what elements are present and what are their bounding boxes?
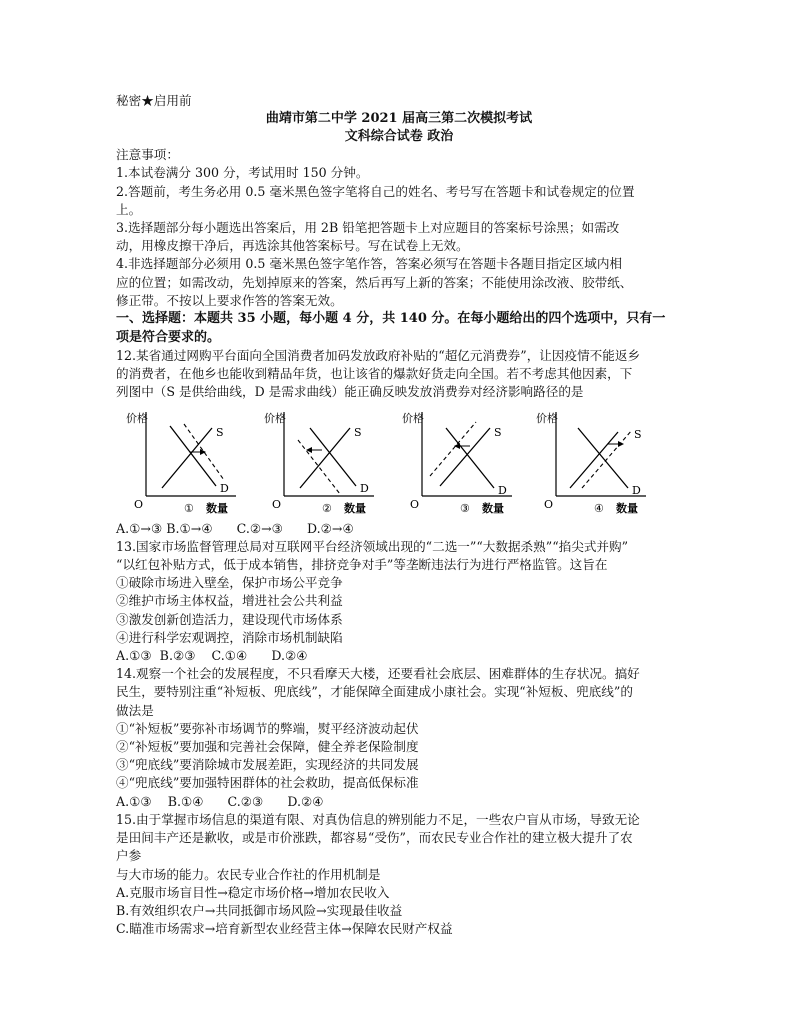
graph-quantity-label: 数量 bbox=[482, 501, 504, 515]
graph-quantity-label: 数量 bbox=[344, 501, 366, 515]
q15-line: 15.由于掌握市场信息的渠道有限、对真伪信息的辨别能力不足，一些农户盲从市场，导致无论 bbox=[116, 811, 640, 827]
secret-label: 秘密★启用前 bbox=[116, 93, 192, 108]
q14-line: ②“补短板”要加强和完善社会保障，健全养老保险制度 bbox=[116, 739, 419, 755]
q14-line: 14.观察一个社会的发展程度，不只看摩天大楼，还要看社会底层、困难群体的生存状况。搞好 bbox=[116, 666, 640, 682]
exam-subtitle: 文科综合试卷 政治 bbox=[344, 129, 454, 145]
note-line: 1.本试卷满分 300 分，考试用时 150 分钟。 bbox=[116, 165, 369, 181]
graph-number: ③ bbox=[460, 501, 470, 515]
exam-title: 曲靖市第二中学 2021 届高三第二次模拟考试 bbox=[265, 111, 533, 127]
q14-line: 做法是 bbox=[116, 702, 154, 718]
graph-demand-label: D bbox=[498, 483, 507, 497]
q12-line: 的消费者，在他乡也能收到精品年货，也让该省的爆款好货走向全国。若不考虑其他因素，下 bbox=[116, 366, 633, 382]
q13-line: 13.国家市场监督管理总局对互联网平台经济领域出现的“二选一”“大数据杀熟”“掐尖式并购” bbox=[116, 538, 629, 554]
graph-price-label: 价格 bbox=[536, 411, 558, 425]
note-line: 上。 bbox=[116, 201, 142, 217]
graph-demand-label: D bbox=[220, 481, 229, 495]
graph-supply-label: S bbox=[494, 425, 502, 439]
graph-quantity-label: 数量 bbox=[616, 501, 638, 515]
graph-supply-label: S bbox=[634, 427, 642, 441]
graph-supply-label: S bbox=[354, 425, 362, 439]
note-line: 动，用橡皮擦干净后，再选涂其他答案标号。写在试卷上无效。 bbox=[116, 238, 469, 254]
q13-line: ①破除市场进入壁垒，保护市场公平竞争 bbox=[116, 575, 343, 591]
supply-demand-graphs bbox=[116, 406, 682, 518]
graph-2 bbox=[262, 406, 380, 518]
q14-line: ④“兜底线”要加强特困群体的社会救助，提高低保标准 bbox=[116, 775, 419, 791]
note-line: 3.选择题部分每小题选出答案后，用 2B 铅笔把答题卡上对应题目的答案标号涂黑；如需改 bbox=[116, 220, 620, 236]
q12-options: A.①→③ B.①→④ C.②→③ D.②→④ bbox=[116, 520, 354, 536]
q15-line: 户参 bbox=[116, 848, 142, 864]
graph-1 bbox=[124, 406, 242, 518]
q15-option: B.有效组织农户→共同抵御市场风险→实现最佳收益 bbox=[116, 902, 403, 918]
q15-line: 是田间丰产还是歉收，或是市价涨跌，都容易“受伤”，而农民专业合作社的建立极大提升了农 bbox=[116, 830, 633, 846]
q13-line: ③激发创新创造活力，建设现代市场体系 bbox=[116, 611, 343, 627]
q13-options: A.①③ B.②③ C.①④ D.②④ bbox=[116, 648, 308, 664]
q14-line: 民生，要特别注重“补短板、兜底线”，才能保障全面建成小康社会。实现“补短板、兜底线”的 bbox=[116, 684, 633, 700]
graph-number: ① bbox=[184, 501, 194, 515]
q13-line: ④进行科学宏观调控，消除市场机制缺陷 bbox=[116, 629, 343, 645]
exam-page bbox=[116, 92, 682, 938]
graph-price-label: 价格 bbox=[402, 411, 424, 425]
section-heading-line2: 项是符合要求的。 bbox=[116, 329, 221, 345]
graph-quantity-label: 数量 bbox=[206, 501, 228, 515]
q14-options: A.①③ B.①④ C.②③ D.②④ bbox=[116, 793, 324, 809]
q15-option: A.克服市场盲目性→稳定市场价格→增加农民收入 bbox=[116, 884, 390, 900]
graph-origin: O bbox=[544, 497, 554, 511]
q14-line: ③“兜底线”要消除城市发展差距，实现经济的共同发展 bbox=[116, 757, 419, 773]
notes-heading: 注意事项： bbox=[116, 147, 179, 163]
note-line: 应的位置；如需改动，先划掉原来的答案，然后再写上新的答案；不能使用涂改液、胶带纸、 bbox=[116, 274, 633, 290]
graph-origin: O bbox=[410, 497, 420, 511]
q13-line: ②维护市场主体权益，增进社会公共利益 bbox=[116, 593, 343, 609]
q12-line: 列图中（S 是供给曲线，D 是需求曲线）能正确反映发放消费券对经济影响路径的是 bbox=[116, 384, 584, 400]
q15-line: 与大市场的能力。农民专业合作社的作用机制是 bbox=[116, 866, 381, 882]
graph-price-label: 价格 bbox=[264, 411, 286, 425]
note-line: 修正带。不按以上要求作答的答案无效。 bbox=[116, 292, 343, 308]
graph-demand-label: D bbox=[632, 483, 641, 497]
q15-option: C.瞄准市场需求→培育新型农业经营主体→保障农民财产权益 bbox=[116, 921, 453, 937]
graph-origin: O bbox=[272, 497, 282, 511]
note-line: 4.非选择题部分必须用 0.5 毫米黑色签字笔作答，答案必须写在答题卡各题目指定区域内相 bbox=[116, 256, 623, 272]
graph-demand-label: D bbox=[360, 481, 369, 495]
section-heading-line1: 一、选择题：本题共 35 小题，每小题 4 分，共 140 分。在每小题给出的四个选项中，只有一 bbox=[116, 311, 666, 327]
graph-4 bbox=[534, 406, 652, 518]
graph-price-label: 价格 bbox=[126, 411, 148, 425]
q12-line: 12.某省通过网购平台面向全国消费者加码发放政府补贴的“超亿元消费券”，让因疫情不能返乡 bbox=[116, 348, 641, 364]
graph-3 bbox=[400, 406, 518, 518]
graph-number: ② bbox=[322, 501, 332, 515]
note-line: 2.答题前，考生务必用 0.5 毫米黑色签字笔将自己的姓名、考号写在答题卡和试卷规定的位置 bbox=[116, 183, 635, 199]
q14-line: ①“补短板”要弥补市场调节的弊端，熨平经济波动起伏 bbox=[116, 720, 419, 736]
graph-supply-label: S bbox=[216, 425, 224, 439]
graph-origin: O bbox=[134, 497, 144, 511]
q13-line: “以红包补贴方式，低于成本销售，排挤竞争对手”等垄断违法行为进行严格监管。这旨在 bbox=[116, 557, 608, 573]
graph-number: ④ bbox=[594, 501, 604, 515]
